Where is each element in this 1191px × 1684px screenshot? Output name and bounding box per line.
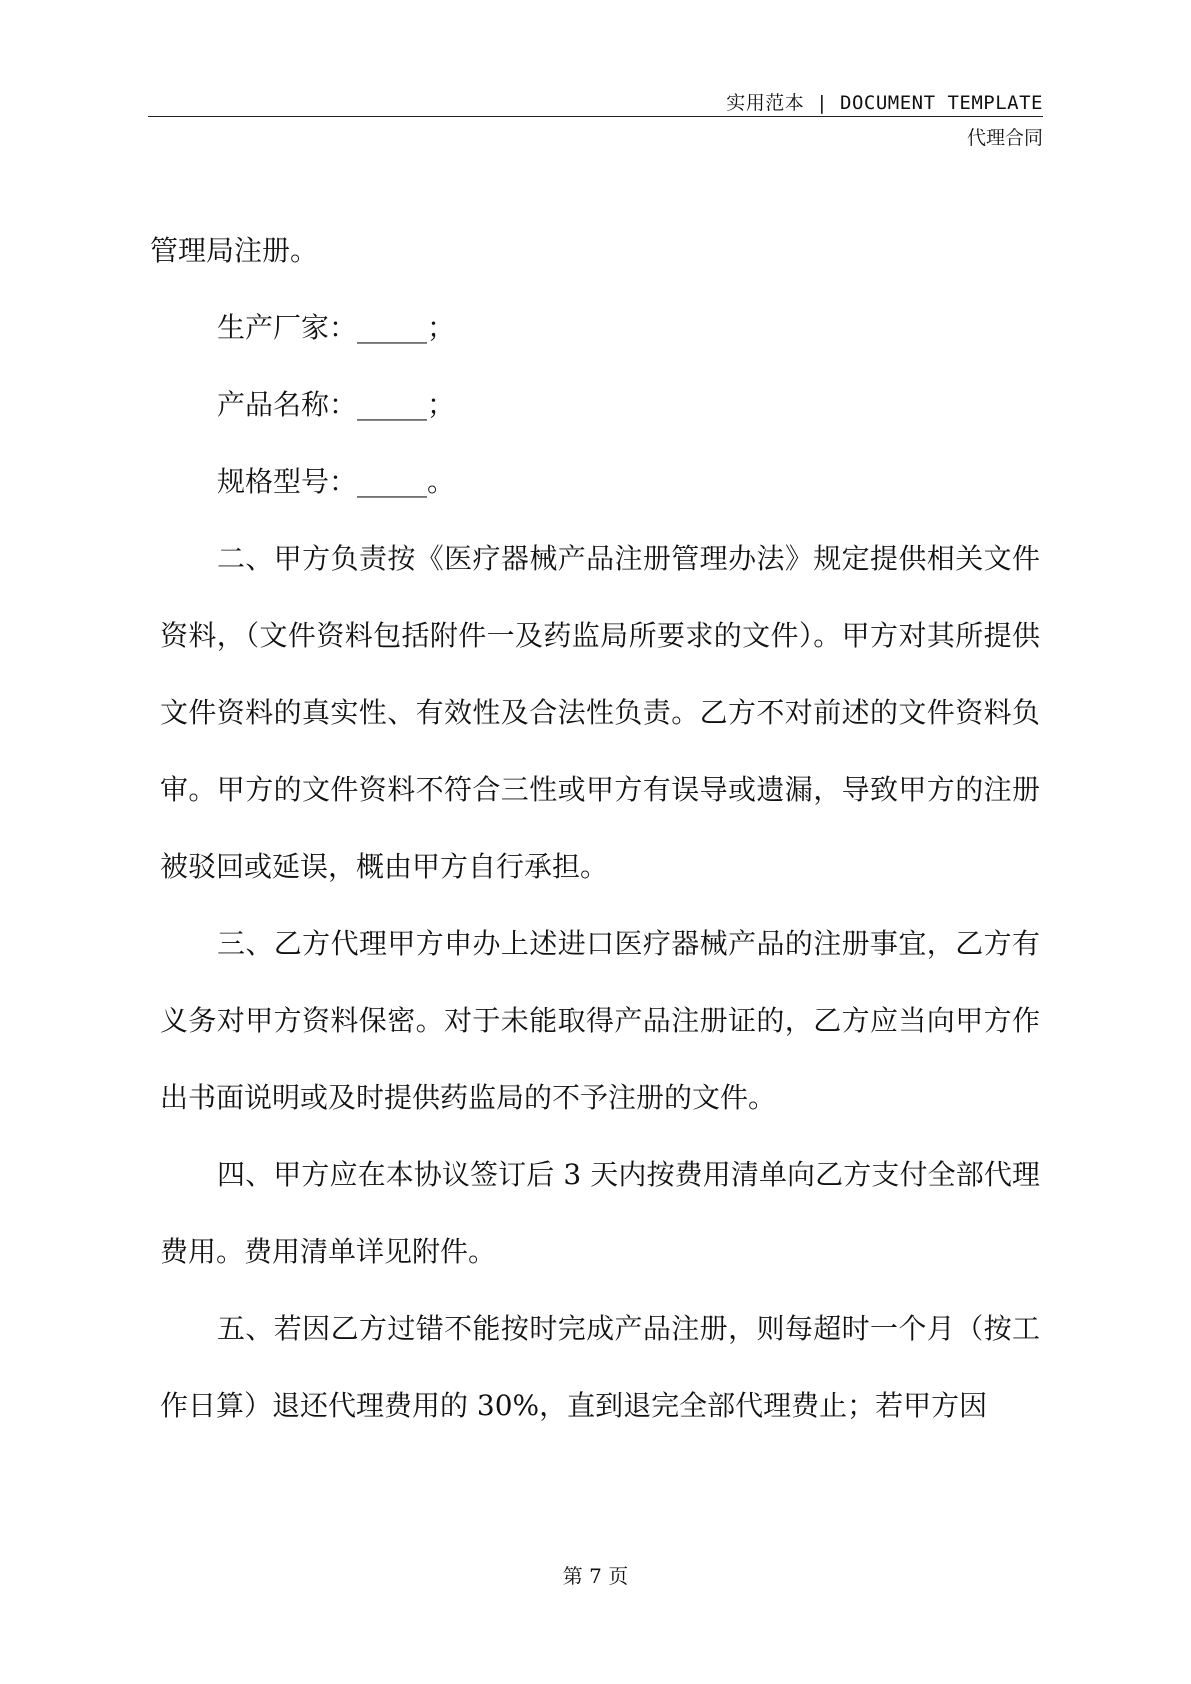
header-subtitle: 代理合同 (966, 127, 1043, 149)
paragraph: 五、若因乙方过错不能按时完成产品注册，则每超时一个月（按工作日算）退还代理费用的 30%，直到退完全部代理费止；若甲方因 (160, 1312, 1040, 1422)
paragraph: 生产厂家：_____； (217, 311, 456, 344)
header-divider (148, 116, 1043, 117)
header-title: 实用范本 | DOCUMENT TEMPLATE (726, 92, 1043, 114)
paragraph: 规格型号：_____。 (217, 465, 456, 498)
paragraph: 二、甲方负责按《医疗器械产品注册管理办法》规定提供相关文件资料，（文件资料包括附件一及药监局所要求的文件）。甲方对其所提供文件资料的真实性、有效性及合法性负责。乙方不对前述的文件资料负审。甲方的文件资料不符合三性或甲方有误导或遗漏，导致甲方的注册被驳回或延误，概由甲方自行承担。 (160, 542, 1040, 883)
page-number: 第 7 页 (562, 1564, 629, 1588)
document-body (150, 212, 1040, 1444)
paragraph: 产品名称：_____； (217, 388, 456, 421)
paragraph: 四、甲方应在本协议签订后 3 天内按费用清单向乙方支付全部代理费用。费用清单详见附件。 (160, 1158, 1040, 1268)
paragraph: 三、乙方代理甲方申办上述进口医疗器械产品的注册事宜，乙方有义务对甲方资料保密。对于未能取得产品注册证的，乙方应当向甲方作出书面说明或及时提供药监局的不予注册的文件。 (160, 927, 1040, 1114)
paragraph: 管理局注册。 (150, 234, 319, 267)
